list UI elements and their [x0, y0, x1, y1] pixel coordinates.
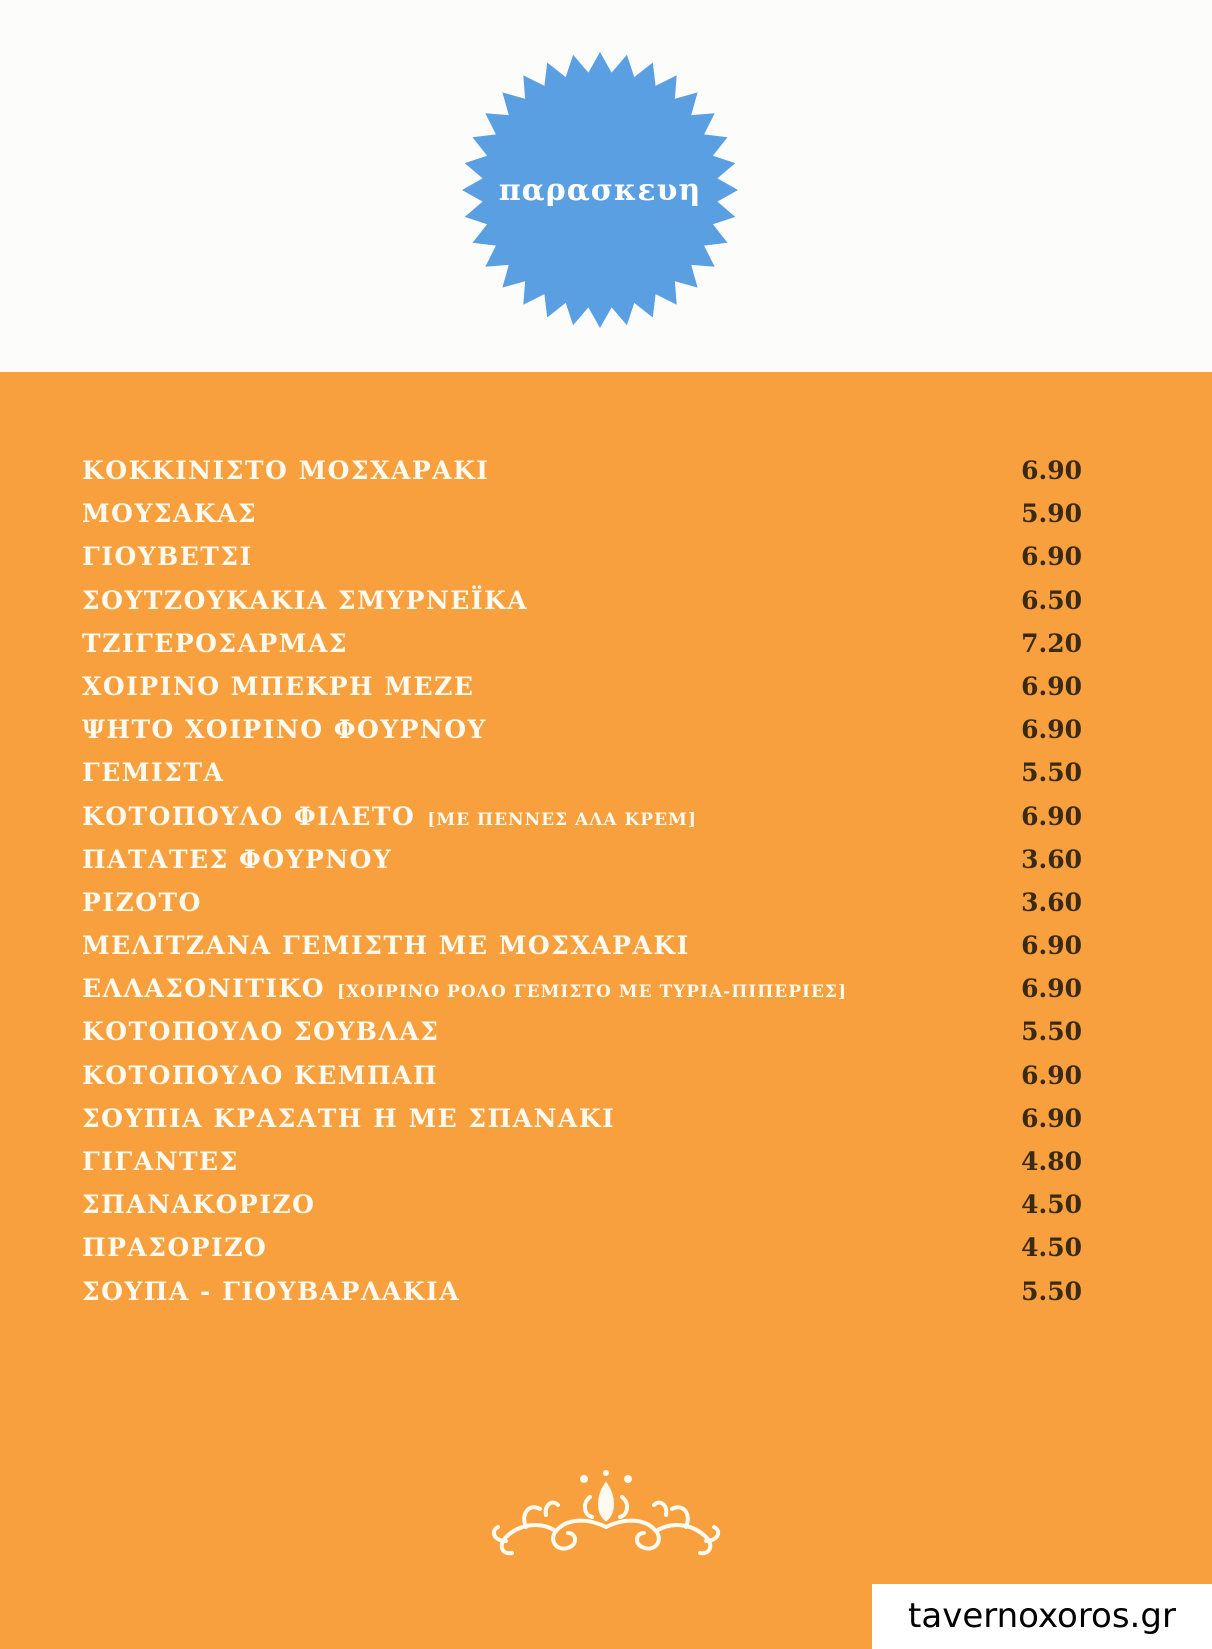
item-name [82, 708, 487, 751]
ornament-icon [486, 1457, 726, 1557]
item-name-text: ΚΟΤΟΠΟΥΛΟ ΦΙΛΕΤΟ [82, 801, 416, 831]
item-name [82, 751, 224, 794]
menu-item [82, 622, 1082, 665]
item-name-text: ΠΑΤΑΤΕΣ ΦΟΥΡΝΟΥ [82, 844, 393, 874]
item-name-text: ΕΛΛΑΣΟΝΙΤΙΚΟ [82, 974, 326, 1004]
item-name [82, 1010, 439, 1053]
menu-item [82, 838, 1082, 881]
menu-item [82, 449, 1082, 492]
item-name [82, 881, 202, 924]
item-name [82, 795, 697, 842]
watermark: tavernoxoros.gr [872, 1584, 1212, 1649]
item-name [82, 622, 348, 665]
item-price: 6.90 [1021, 931, 1082, 961]
item-name-text: ΡΙΖΟΤΟ [82, 887, 202, 917]
menu-item [82, 1270, 1082, 1313]
item-price: 7.20 [1021, 628, 1082, 658]
item-name [82, 1054, 438, 1097]
menu-item [82, 1010, 1082, 1053]
item-name [82, 579, 528, 622]
item-price: 6.90 [1021, 542, 1082, 572]
menu-item [82, 751, 1082, 794]
menu-item [82, 1183, 1082, 1226]
item-name [82, 535, 253, 578]
item-price: 3.60 [1021, 844, 1082, 874]
item-price: 6.50 [1021, 585, 1082, 615]
menu-item [82, 492, 1082, 535]
header-area [0, 0, 1212, 372]
menu-panel [0, 372, 1212, 1649]
item-name-text: ΜΕΛΙΤΖΑΝΑ ΓΕΜΙΣΤΗ ΜΕ ΜΟΣΧΑΡΑΚΙ [82, 931, 690, 961]
menu-item [82, 881, 1082, 924]
item-name [82, 1140, 239, 1183]
item-name [82, 1226, 267, 1269]
menu-item [82, 579, 1082, 622]
item-name [82, 449, 490, 492]
item-name [82, 967, 847, 1014]
item-price: 6.90 [1021, 1060, 1082, 1090]
item-name-text: ΧΟΙΡΙΝΟ ΜΠΕΚΡΗ ΜΕΖΕ [82, 671, 475, 701]
item-name [82, 492, 257, 535]
menu-item [82, 967, 1082, 1010]
item-name-text: ΓΕΜΙΣΤΑ [82, 758, 225, 788]
item-name [82, 1097, 615, 1140]
item-name-text: ΚΟΤΟΠΟΥΛΟ ΣΟΥΒΛΑΣ [82, 1017, 440, 1047]
item-name [82, 665, 474, 708]
item-price: 6.90 [1021, 456, 1082, 485]
menu-item [82, 1097, 1082, 1140]
item-price: 3.60 [1021, 887, 1082, 917]
menu-item [82, 795, 1082, 838]
item-price: 6.90 [1021, 801, 1082, 831]
item-price: 5.50 [1021, 1276, 1082, 1306]
item-name-text: ΓΙΟΥΒΕΤΣΙ [82, 542, 253, 572]
item-price: 4.50 [1021, 1233, 1082, 1263]
item-price: 5.90 [1021, 499, 1082, 529]
item-price: 5.50 [1021, 1017, 1082, 1047]
item-name-text: ΚΟΤΟΠΟΥΛΟ ΚΕΜΠΑΠ [82, 1060, 439, 1090]
item-name-text: ΓΙΓΑΝΤΕΣ [82, 1147, 239, 1176]
item-price: 6.90 [1021, 1103, 1082, 1133]
item-price: 4.80 [1021, 1147, 1082, 1176]
day-label: παρασκευη [498, 172, 702, 208]
item-name-text: ΠΡΑΣΟΡΙΖΟ [82, 1233, 268, 1263]
item-price: 6.90 [1021, 974, 1082, 1004]
day-badge [460, 50, 740, 330]
item-note: [ΜΕ ΠΕΝΝΕΣ ΑΛΑ ΚΡΕΜ] [427, 809, 697, 830]
item-name [82, 1270, 460, 1313]
item-name-text: ΜΟΥΣΑΚΑΣ [82, 499, 258, 529]
item-name-text: ΣΟΥΠΙΑ ΚΡΑΣΑΤΗ Η ΜΕ ΣΠΑΝΑΚΙ [82, 1103, 616, 1133]
menu-item [82, 535, 1082, 578]
item-note: [ΧΟΙΡΙΝΟ ΡΟΛΟ ΓΕΜΙΣΤΟ ΜΕ ΤΥΡΙΑ-ΠΙΠΕΡΙΕΣ] [337, 982, 847, 1003]
item-price: 6.90 [1021, 715, 1082, 745]
item-price: 4.50 [1021, 1190, 1082, 1220]
item-name-text: ΚΟΚΚΙΝΙΣΤΟ ΜΟΣΧΑΡΑΚΙ [82, 456, 490, 485]
item-name-text: ΣΟΥΠΑ - ΓΙΟΥΒΑΡΛΑΚΙΑ [82, 1276, 461, 1306]
menu-list [82, 449, 1082, 1313]
menu-item [82, 665, 1082, 708]
menu-item [82, 1054, 1082, 1097]
item-price: 6.90 [1021, 671, 1082, 701]
menu-item [82, 1226, 1082, 1269]
item-name-text: ΨΗΤΟ ΧΟΙΡΙΝΟ ΦΟΥΡΝΟΥ [82, 715, 487, 745]
item-name [82, 1183, 315, 1226]
item-name-text: ΣΟΥΤΖΟΥΚΑΚΙΑ ΣΜΥΡΝΕΪΚΑ [82, 585, 529, 615]
menu-item [82, 924, 1082, 967]
item-name [82, 838, 392, 881]
menu-item [82, 708, 1082, 751]
menu-item [82, 1140, 1082, 1183]
item-price: 5.50 [1021, 758, 1082, 788]
item-name [82, 924, 690, 967]
item-name-text: ΣΠΑΝΑΚΟΡΙΖΟ [82, 1190, 316, 1220]
item-name-text: ΤΖΙΓΕΡΟΣΑΡΜΑΣ [82, 628, 349, 658]
